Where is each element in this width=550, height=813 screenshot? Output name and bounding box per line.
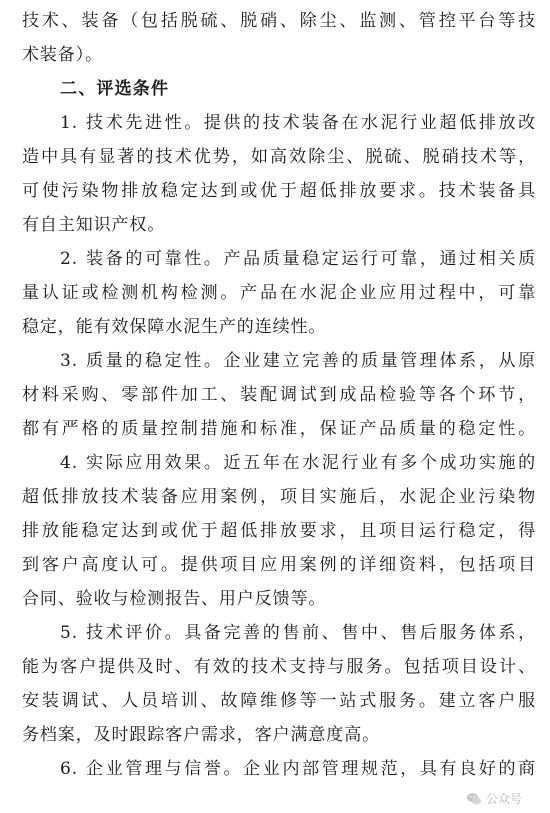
body-line: 都有严格的质量控制措施和标准，保证产品质量的稳定性。	[22, 419, 536, 439]
body-line: 技术、装备（包括脱硫、脱硝、除尘、监测、管控平台等技	[22, 11, 536, 31]
body-line: 可使污染物排放稳定达到或优于超低排放要求。技术装备具	[22, 181, 536, 201]
body-line: 合同、验收与检测报告、用户反馈等。	[22, 589, 327, 609]
wechat-icon	[466, 791, 482, 807]
body-line: 有自主知识产权。	[22, 215, 166, 235]
paragraph-first-line: 1. 技术先进性。提供的技术装备在水泥行业超低排放改	[60, 113, 536, 133]
paragraph-first-line: 4. 实际应用效果。近五年在水泥行业有多个成功实施的	[60, 453, 536, 473]
body-line: 安装调试、人员培训、故障维修等一站式服务。建立客户服	[22, 691, 536, 711]
paragraph-first-line: 6. 企业管理与信誉。企业内部管理规范，具有良好的商	[60, 759, 536, 779]
watermark	[466, 790, 522, 807]
paragraph-first-line: 2. 装备的可靠性。产品质量稳定运行可靠，通过相关质	[60, 249, 536, 269]
body-line: 量认证或检测机构检测。产品在水泥企业应用过程中，可靠	[22, 283, 536, 303]
body-line: 稳定，能有效保障水泥生产的连续性。	[22, 317, 327, 337]
paragraph-first-line: 3. 质量的稳定性。企业建立完善的质量管理体系，从原	[60, 351, 536, 371]
section-heading: 二、评选条件	[60, 79, 170, 99]
body-line: 术装备）。	[22, 45, 103, 65]
body-line: 能为客户提供及时、有效的技术支持与服务。包括项目设计、	[22, 657, 536, 677]
paragraph-first-line: 5. 技术评价。具备完善的售前、售中、售后服务体系，	[60, 623, 536, 643]
body-line: 造中具有显著的技术优势，如高效除尘、脱硫、脱硝技术等，	[22, 147, 536, 167]
body-line: 排放能稳定达到或优于超低排放要求，且项目运行稳定，得	[22, 521, 536, 541]
body-line: 超低排放技术装备应用案例，项目实施后，水泥企业污染物	[22, 487, 536, 507]
body-line: 到客户高度认可。提供项目应用案例的详细资料，包括项目	[22, 555, 536, 575]
watermark-text: 公众号	[485, 792, 522, 806]
body-line: 务档案，及时跟踪客户需求，客户满意度高。	[22, 725, 380, 745]
body-line: 材料采购、零部件加工、装配调试到成品检验等各个环节，	[22, 385, 536, 405]
